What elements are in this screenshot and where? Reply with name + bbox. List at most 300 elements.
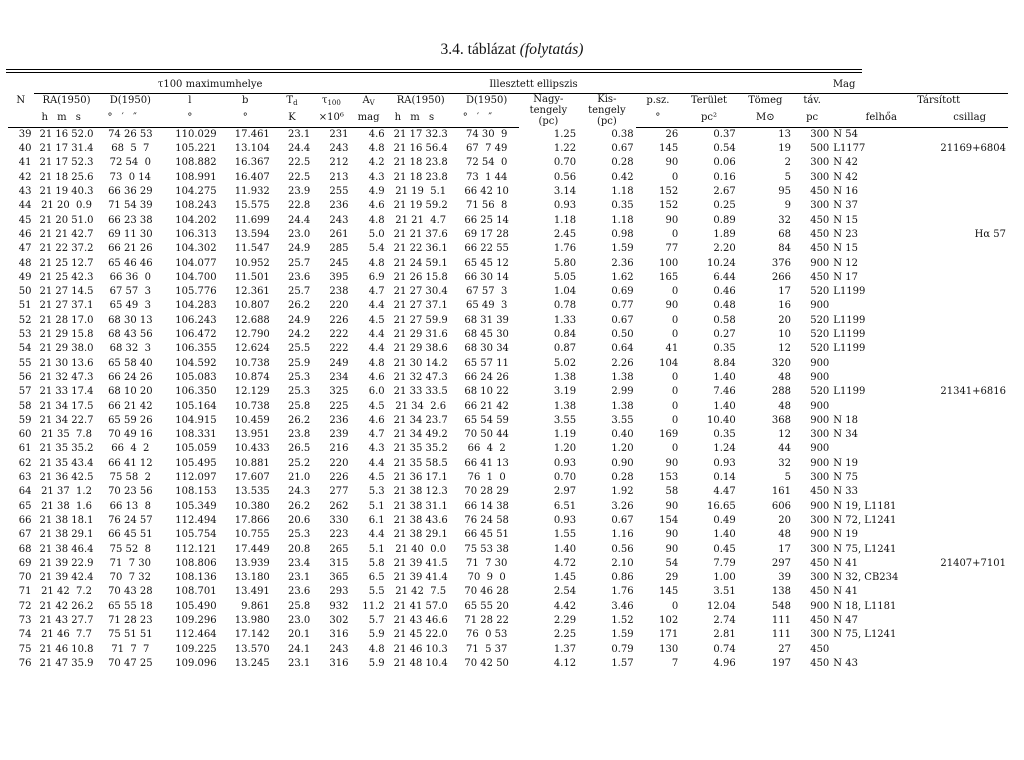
table-cell: 0.86 <box>611 572 634 584</box>
table-cell: 0.49 <box>713 514 736 526</box>
table-cell: 300 <box>810 429 830 441</box>
table-cell: 21 16 52.0 <box>39 128 94 140</box>
table-cell: 104.275 <box>175 186 217 198</box>
table-cell: 68 <box>778 228 791 240</box>
table-cell: 70 <box>18 572 32 584</box>
table-cell: 21 27 59.9 <box>393 314 448 326</box>
table-cell: 21 29 38.6 <box>393 343 448 355</box>
table-cell: 71 5 37 <box>465 643 508 655</box>
table-cell: 90 <box>665 214 679 226</box>
table-cell: 2.67 <box>713 186 736 198</box>
table-cell: N 75, L1241 <box>833 543 897 555</box>
table-cell: 71 7 30 <box>109 557 151 569</box>
table-cell: 40 <box>18 143 32 155</box>
table-cell: 90 <box>665 157 679 169</box>
table-cell: 21 25 42.3 <box>39 271 94 283</box>
table-cell: 450 <box>810 243 830 255</box>
table-cell: N 37 <box>833 200 858 212</box>
table-cell: 197 <box>771 657 791 669</box>
table-cell: 25.9 <box>287 357 311 369</box>
table-cell: 65 58 40 <box>108 357 153 369</box>
table-cell: 41 <box>665 343 679 355</box>
table-cell: 26 <box>665 128 679 140</box>
table-cell: 66 45 51 <box>108 529 153 541</box>
table-cell: 104.915 <box>175 414 217 426</box>
table-cell: 15.575 <box>234 200 270 212</box>
table-cell: 21 41 57.0 <box>393 600 448 612</box>
table-cell: 71 7 7 <box>111 643 150 655</box>
table-cell: 21 39 41.5 <box>393 557 448 569</box>
table-cell: 25.7 <box>287 257 311 269</box>
table-cell: 48 <box>18 257 32 269</box>
table-cell: 21 17 31.4 <box>39 143 94 155</box>
table-cell: 0.35 <box>713 429 736 441</box>
table-cell: 53 <box>18 329 32 341</box>
table-cell: 2.26 <box>611 357 634 369</box>
table-row <box>8 414 1008 428</box>
table-cell: 21 27 14.5 <box>39 286 94 298</box>
table-cell: 0.28 <box>611 157 634 169</box>
table-cell: 3.14 <box>553 186 577 198</box>
table-cell: 24.1 <box>287 643 311 655</box>
table-cell: 315 <box>329 557 349 569</box>
table-cell: 108.882 <box>175 157 217 169</box>
table-cell: 4.5 <box>368 400 385 412</box>
table-cell: 70 28 29 <box>464 486 509 498</box>
table-cell: 277 <box>329 486 349 498</box>
table-row <box>8 585 1008 599</box>
table-cell: 261 <box>329 228 349 240</box>
table-cell: 13.491 <box>234 586 270 598</box>
table-cell: 5.9 <box>368 657 385 669</box>
table-cell: 21 38 1.6 <box>41 500 92 512</box>
table-cell: 67 7 49 <box>465 143 508 155</box>
table-cell: 21 42 26.2 <box>39 600 94 612</box>
table-cell: 245 <box>329 257 349 269</box>
table-cell: 520 <box>810 329 830 341</box>
table-cell: 104.202 <box>175 214 217 226</box>
table-cell: 450 <box>810 228 830 240</box>
table-cell: 55 <box>18 357 32 369</box>
table-cell: 13.570 <box>234 643 270 655</box>
table-cell: 90 <box>665 457 679 469</box>
col-tau: $\tau_{100}$ <box>321 95 341 108</box>
table-cell: 68 30 13 <box>108 314 153 326</box>
table-cell: 110.029 <box>175 128 217 140</box>
table-cell: 42 <box>18 171 32 183</box>
table-cell: 900 <box>810 500 830 512</box>
table-cell: 60 <box>18 429 32 441</box>
table-cell: 320 <box>771 357 791 369</box>
table-cell: 105.754 <box>175 529 217 541</box>
group-core: Mag <box>680 78 1008 94</box>
table-cell: 66 22 55 <box>464 243 509 255</box>
table-cell: 21 18 23.8 <box>393 157 448 169</box>
table-cell: 1.18 <box>611 214 634 226</box>
table-cell: 21 21 42.7 <box>39 228 94 240</box>
table-cell: 90 <box>665 500 679 512</box>
table-cell: 0.42 <box>611 171 634 183</box>
table-cell: 84 <box>778 243 791 255</box>
table-cell: 1.20 <box>553 443 577 455</box>
table-cell: 265 <box>329 543 349 555</box>
table-cell: 69 <box>18 557 32 569</box>
table-cell: 111 <box>771 614 791 626</box>
table-cell: 112.097 <box>175 472 217 484</box>
table-cell: 153 <box>659 472 679 484</box>
table-cell: 4.6 <box>368 128 385 140</box>
col-associated: Társított <box>917 95 961 107</box>
table-cell: 1.04 <box>553 286 577 298</box>
table-cell: 10.874 <box>234 371 270 383</box>
table-cell: 0 <box>671 386 679 398</box>
table-cell: 95 <box>778 186 791 198</box>
col-minor-axis: Kis- tengely (pc) <box>588 94 626 128</box>
table-cell: 56 <box>18 371 32 383</box>
table-cell: 70 43 28 <box>108 586 153 598</box>
table-cell: 12.129 <box>234 386 270 398</box>
table-cell: 21 35 7.8 <box>41 429 92 441</box>
table-cell: N 47 <box>833 614 858 626</box>
table-cell: 104.592 <box>175 357 217 369</box>
table-cell: 62 <box>18 457 32 469</box>
table-cell: 21 42 7.5 <box>395 586 447 598</box>
table-cell: 450 <box>810 657 830 669</box>
table-cell: 606 <box>771 500 791 512</box>
table-cell: 2.99 <box>611 386 634 398</box>
table-cell: 47 <box>18 243 32 255</box>
table-cell: 21 34 23.7 <box>393 414 448 426</box>
table-cell: 108.701 <box>175 586 217 598</box>
table-cell: 66 13 8 <box>109 500 151 512</box>
table-cell: 74 30 9 <box>465 128 508 140</box>
table-cell: 0.48 <box>713 300 736 312</box>
table-cell: 161 <box>771 486 791 498</box>
table-cell: 16.367 <box>234 157 270 169</box>
table-cell: 6.5 <box>368 572 385 584</box>
table-cell: 21 27 37.1 <box>393 300 448 312</box>
table-cell: 67 57 3 <box>109 286 151 298</box>
table-cell: 73 <box>18 614 32 626</box>
unit-area: pc² <box>680 111 737 128</box>
table-cell: 17.866 <box>234 514 270 526</box>
table-cell: 0 <box>671 443 679 455</box>
unit-td: K <box>272 111 312 128</box>
table-cell: 21 20 51.0 <box>39 214 94 226</box>
table-cell: 255 <box>329 186 349 198</box>
table-cell: 5.8 <box>368 557 385 569</box>
table-cell: 77 <box>665 243 679 255</box>
table-cell: 900 <box>810 443 830 455</box>
table-cell: 57 <box>18 386 32 398</box>
table-cell: 1.37 <box>553 643 577 655</box>
table-cell: 13 <box>778 128 791 140</box>
table-row <box>8 643 1008 657</box>
table-cell <box>931 285 1008 299</box>
table-cell: 316 <box>329 629 349 641</box>
unit-mass: M⊙ <box>738 111 793 128</box>
table-cell: 0.67 <box>611 143 634 155</box>
table-cell: 68 32 3 <box>109 343 151 355</box>
table-cell: N 19 <box>833 529 858 541</box>
table-cell: 21 48 10.4 <box>393 657 448 669</box>
table-row <box>8 271 1008 285</box>
table-row <box>8 142 1008 156</box>
table-cell: 1.57 <box>611 657 634 669</box>
table-cell: 0.98 <box>611 228 634 240</box>
table-cell: 21 38 31.1 <box>393 500 448 512</box>
table-cell: 70 49 16 <box>108 429 153 441</box>
table-cell: 21341+6816 <box>940 386 1006 398</box>
table-cell: N 41 <box>833 557 858 569</box>
table-cell: 26.2 <box>287 414 311 426</box>
table-cell: 44 <box>778 443 791 455</box>
table-cell: 1.24 <box>713 443 736 455</box>
table-cell: 0.56 <box>553 171 577 183</box>
table-cell: 262 <box>329 500 349 512</box>
table-cell: 8.84 <box>713 357 736 369</box>
table-cell: 66 4 2 <box>467 443 506 455</box>
table-cell: 4.96 <box>713 657 736 669</box>
table-cell: 66 24 26 <box>464 371 509 383</box>
table-cell: 24.9 <box>287 314 311 326</box>
table-cell: 12 <box>778 343 791 355</box>
table-cell: 70 9 0 <box>467 572 506 584</box>
table-cell: 68 30 34 <box>464 343 509 355</box>
table-cell: 0 <box>671 400 679 412</box>
table-cell: 243 <box>329 143 349 155</box>
table-cell <box>931 127 1008 142</box>
table-row <box>8 628 1008 642</box>
table-cell: 70 47 25 <box>108 657 153 669</box>
table-cell: 21 30 14.2 <box>393 357 448 369</box>
table-cell: 21 20 0.9 <box>41 200 92 212</box>
table-cell: 450 <box>810 643 830 655</box>
table-cell: 6.9 <box>368 271 385 283</box>
table-cell: 21 38 18.1 <box>39 514 94 526</box>
table-cell: 66 24 26 <box>108 371 153 383</box>
table-cell: 70 23 56 <box>108 486 153 498</box>
table-cell <box>931 428 1008 442</box>
table-cell: 1.19 <box>553 429 577 441</box>
table-row <box>8 614 1008 628</box>
table-cell: 300 <box>810 572 830 584</box>
table-cell: 48 <box>778 400 791 412</box>
table-cell: 0.89 <box>713 214 736 226</box>
table-cell: 2.97 <box>553 486 577 498</box>
table-cell: 10.738 <box>234 357 270 369</box>
table-cell: 243 <box>329 643 349 655</box>
table-cell: 21 35 35.2 <box>39 443 94 455</box>
table-cell <box>931 185 1008 199</box>
table-cell: 11.547 <box>234 243 270 255</box>
table-cell: 66 4 2 <box>111 443 150 455</box>
table-cell: 0 <box>671 371 679 383</box>
table-cell: 0 <box>671 171 679 183</box>
table-row <box>8 285 1008 299</box>
table-cell: 226 <box>329 472 349 484</box>
table-cell: 5.0 <box>368 228 385 240</box>
table-cell: 1.40 <box>713 400 736 412</box>
table-cell: 4.7 <box>368 286 385 298</box>
table-cell: 243 <box>329 214 349 226</box>
table-cell: 21169+6804 <box>940 143 1006 155</box>
table-cell: 70 50 44 <box>464 429 509 441</box>
table-cell: 45 <box>18 214 32 226</box>
table-cell: 21 39 42.4 <box>39 572 94 584</box>
table-cell <box>931 371 1008 385</box>
table-cell <box>931 257 1008 271</box>
table-cell: 300 <box>810 200 830 212</box>
table-cell: 12.688 <box>234 314 270 326</box>
table-cell: 13.245 <box>234 657 270 669</box>
table-cell: L1199 <box>833 329 866 341</box>
table-cell: 285 <box>329 243 349 255</box>
table-cell: 90 <box>665 529 679 541</box>
table-cell: 6.51 <box>553 500 577 512</box>
table-cell: 71 54 39 <box>108 200 153 212</box>
table-cell: 1.18 <box>611 186 634 198</box>
table-cell: 11.932 <box>234 186 270 198</box>
table-cell: 220 <box>329 300 349 312</box>
table-cell: Hα 57 <box>974 228 1006 240</box>
table-row <box>8 314 1008 328</box>
table-cell <box>931 400 1008 414</box>
table-cell: 75 51 51 <box>108 629 153 641</box>
table-cell: 21 38 43.6 <box>393 514 448 526</box>
table-cell: 300 <box>810 128 830 140</box>
table-cell: 23.0 <box>287 614 311 626</box>
table-cell: 21 36 17.1 <box>393 472 448 484</box>
unit-b: ° <box>219 111 272 128</box>
table-cell: 1.20 <box>611 443 634 455</box>
table-cell <box>931 500 1008 514</box>
table-cell: 4.4 <box>368 457 385 469</box>
table-header <box>8 78 1008 127</box>
table-cell: 10.459 <box>234 414 270 426</box>
table-row <box>8 400 1008 414</box>
table-cell: 900 <box>810 414 830 426</box>
table-cell: 17.607 <box>234 472 270 484</box>
table-cell: 300 <box>810 543 830 555</box>
table-cell: 27 <box>778 643 791 655</box>
table-cell: 0.77 <box>611 300 634 312</box>
table-cell: 20.1 <box>287 629 311 641</box>
table-continued-label: (folytatás) <box>519 41 584 58</box>
table-cell: 25.5 <box>287 343 311 355</box>
table-cell: 450 <box>810 214 830 226</box>
table-cell: 236 <box>329 200 349 212</box>
table-row <box>8 185 1008 199</box>
table-cell: 65 49 3 <box>465 300 508 312</box>
table-cell: 73 0 14 <box>109 171 151 183</box>
table-cell: 109.225 <box>175 643 217 655</box>
table-cell: 21 25 12.7 <box>39 257 94 269</box>
table-cell: 71 28 23 <box>108 614 153 626</box>
table-row <box>8 657 1008 671</box>
table-cell: 20.8 <box>287 543 311 555</box>
table-cell: L1199 <box>833 343 866 355</box>
table-cell: N 42 <box>833 171 858 183</box>
table-row <box>8 471 1008 485</box>
table-cell: 63 <box>18 472 32 484</box>
table-cell: 17.461 <box>234 128 270 140</box>
table-row <box>8 214 1008 228</box>
table-cell: L1199 <box>833 386 866 398</box>
table-cell: 104.302 <box>175 243 217 255</box>
table-cell: 21 22 37.2 <box>39 243 94 255</box>
table-cell: 0.79 <box>611 643 634 655</box>
table-cell: 21 29 31.6 <box>393 329 448 341</box>
table-cell: 4.8 <box>368 143 385 155</box>
table-number: 3.4. táblázat <box>440 41 516 58</box>
table-cell <box>931 342 1008 356</box>
table-cell: 108.806 <box>175 557 217 569</box>
table-cell: 288 <box>771 386 791 398</box>
table-cell: 65 55 18 <box>108 600 153 612</box>
table-cell: 66 36 0 <box>109 271 151 283</box>
table-cell <box>931 543 1008 557</box>
table-cell: 231 <box>329 128 349 140</box>
table-cell: 4.8 <box>368 257 385 269</box>
table-title <box>0 41 1024 59</box>
table-cell: 2.29 <box>553 614 577 626</box>
table-cell: 4.9 <box>368 186 385 198</box>
table-cell: 66 45 51 <box>464 529 509 541</box>
table-cell: 12.361 <box>234 286 270 298</box>
table-cell: 17.449 <box>234 543 270 555</box>
table-cell: 0.87 <box>553 343 577 355</box>
table-cell: 108.243 <box>175 200 217 212</box>
table-cell: 41 <box>18 157 32 169</box>
table-cell: 39 <box>18 128 32 140</box>
table-cell: 105.083 <box>175 371 217 383</box>
unit-ra: h m s <box>34 111 100 128</box>
table-cell: 21 35 43.4 <box>39 457 94 469</box>
table-cell: 69 17 28 <box>464 228 509 240</box>
table-cell: 58 <box>18 400 32 412</box>
table-cell: 21 43 27.7 <box>39 614 94 626</box>
table-row <box>8 299 1008 313</box>
table-cell: 0.67 <box>611 514 634 526</box>
table-cell: N 75, L1241 <box>833 629 897 641</box>
table-cell: 0.90 <box>611 457 634 469</box>
col-ra: RA(1950) <box>42 95 91 107</box>
table-cell: 3.55 <box>553 414 577 426</box>
table-cell: 21 26 15.8 <box>393 271 448 283</box>
table-cell: 51 <box>18 300 32 312</box>
table-cell: 65 55 20 <box>464 600 509 612</box>
table-cell: 68 31 39 <box>464 314 509 326</box>
unit-ra2: h m s <box>387 111 455 128</box>
table-cell: 0.40 <box>611 429 634 441</box>
table-cell <box>931 314 1008 328</box>
table-cell: 10.952 <box>234 257 270 269</box>
table-cell: 106.355 <box>175 343 217 355</box>
table-cell: 19 <box>778 143 791 155</box>
table-cell: 100 <box>659 257 679 269</box>
top-rule-2 <box>6 72 862 73</box>
table-cell: 1.40 <box>553 543 577 555</box>
table-cell: 21 32 47.3 <box>393 371 448 383</box>
table-cell: N 15 <box>833 243 858 255</box>
table-cell: 105.349 <box>175 500 217 512</box>
table-cell: 0.46 <box>713 286 736 298</box>
table-cell: 22.5 <box>287 157 311 169</box>
table-cell: 3.26 <box>611 500 634 512</box>
table-cell: N 19 <box>833 457 858 469</box>
table-cell: 68 45 30 <box>464 329 509 341</box>
